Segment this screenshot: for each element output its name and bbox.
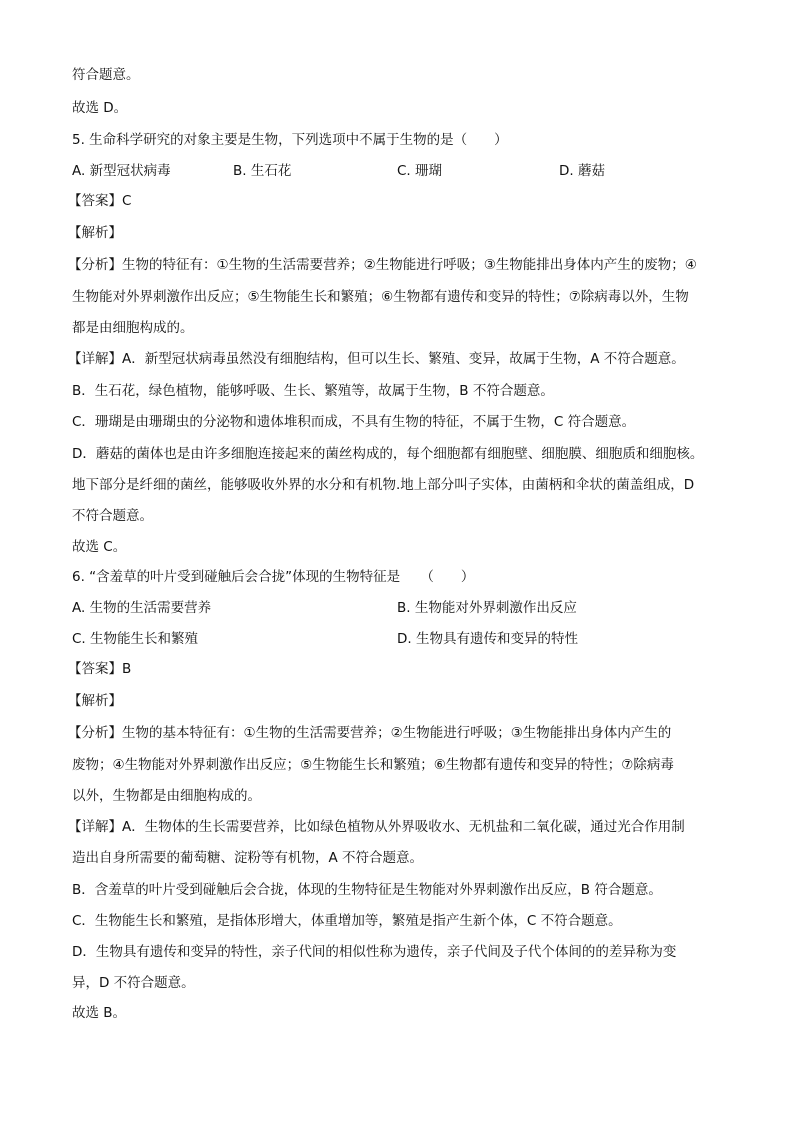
q6-detail-line-3: B．含羞草的叶片受到碰触后会合拢，体现的生物特征是生物能对外界刺激作出反应，B 符合题意。: [72, 882, 662, 898]
q5-detail-line-3: C．珊瑚是由珊瑚虫的分泌物和遗体堆积而成，不具有生物的特征，不属于生物，C 符合题意。: [72, 414, 636, 430]
q5-detail-line-5: 地下部分是纤细的菌丝，能够吸收外界的水分和有机物.地上部分叫子实体，由菌柄和伞状的菌盖组成，D: [72, 477, 695, 493]
prev-answer-tail: 符合题意。: [72, 67, 140, 83]
q6-detail-line-1: 【详解】A．生物体的生长需要营养，比如绿色植物从外界吸收水、无机盐和二氧化碳，通过光合作用制: [68, 819, 685, 835]
q6-conclusion: 故选 B。: [72, 1005, 127, 1021]
q5-detail-line-2: B．生石花，绿色植物，能够呼吸、生长、繁殖等，故属于生物，B 不符合题意。: [72, 383, 554, 399]
q6-option-a: A. 生物的生活需要营养: [72, 600, 212, 616]
q5-conclusion: 故选 C。: [72, 539, 127, 555]
prev-conclusion: 故选 D。: [72, 100, 128, 116]
q5-answer: 【答案】C: [68, 193, 132, 209]
q6-analysis-line-2: 废物；④生物能对外界刺激作出反应；⑤生物能生长和繁殖；⑥生物都有遗传和变异的特性；⑦除病毒: [72, 757, 674, 773]
q6-detail-line-4: C．生物能生长和繁殖，是指体形增大，体重增加等，繁殖是指产生新个体，C 不符合题意。: [72, 913, 622, 929]
q5-detail-line-6: 不符合题意。: [72, 508, 153, 524]
q6-analysis-line-3: 以外，生物都是由细胞构成的。: [72, 788, 261, 804]
q6-detail-line-6: 异，D 不符合题意。: [72, 975, 195, 991]
q5-option-b: B. 生石花: [233, 163, 292, 179]
q5-option-c: C. 珊瑚: [397, 163, 443, 179]
q5-option-d: D. 蘑菇: [559, 163, 605, 179]
q5-analysis-line-2: 生物能对外界刺激作出反应；⑤生物能生长和繁殖；⑥生物都有遗传和变异的特性；⑦除病毒以外，生物: [72, 289, 689, 305]
q6-jiexi-label: 【解析】: [68, 693, 122, 709]
q5-detail-line-4: D．蘑菇的菌体也是由许多细胞连接起来的菌丝构成的，每个细胞都有细胞壁、细胞膜、细胞质和细胞核。: [72, 446, 704, 462]
q6-option-c: C. 生物能生长和繁殖: [72, 631, 199, 647]
q5-jiexi-label: 【解析】: [68, 225, 122, 241]
q5-detail-line-1: 【详解】A．新型冠状病毒虽然没有细胞结构，但可以生长、繁殖、变异，故属于生物，A 不符合题意。: [68, 351, 685, 367]
q6-answer: 【答案】B: [68, 661, 132, 677]
q6-option-b: B. 生物能对外界刺激作出反应: [397, 600, 577, 616]
q6-detail-line-5: D．生物具有遗传和变异的特性，亲子代间的相似性称为遗传，亲子代间及子代个体间的的差异称为变: [72, 944, 677, 960]
q6-option-d: D. 生物具有遗传和变异的特性: [397, 631, 578, 647]
q6-stem: 6. “含羞草的叶片受到碰触后会合拢”体现的生物特征是 （ ）: [72, 569, 475, 585]
q6-detail-line-2: 造出自身所需要的葡萄糖、淀粉等有机物，A 不符合题意。: [72, 850, 424, 866]
q6-analysis-line-1: 【分析】生物的基本特征有：①生物的生活需要营养；②生物能进行呼吸；③生物能排出身体内产生的: [68, 725, 672, 741]
q5-option-a: A. 新型冠状病毒: [72, 163, 171, 179]
q5-analysis-line-3: 都是由细胞构成的。: [72, 320, 194, 336]
q5-stem: 5. 生命科学研究的对象主要是生物，下列选项中不属于生物的是（ ）: [72, 132, 508, 148]
q5-analysis-line-1: 【分析】生物的特征有：①生物的生活需要营养；②生物能进行呼吸；③生物能排出身体内产生的废物；④: [68, 257, 697, 273]
